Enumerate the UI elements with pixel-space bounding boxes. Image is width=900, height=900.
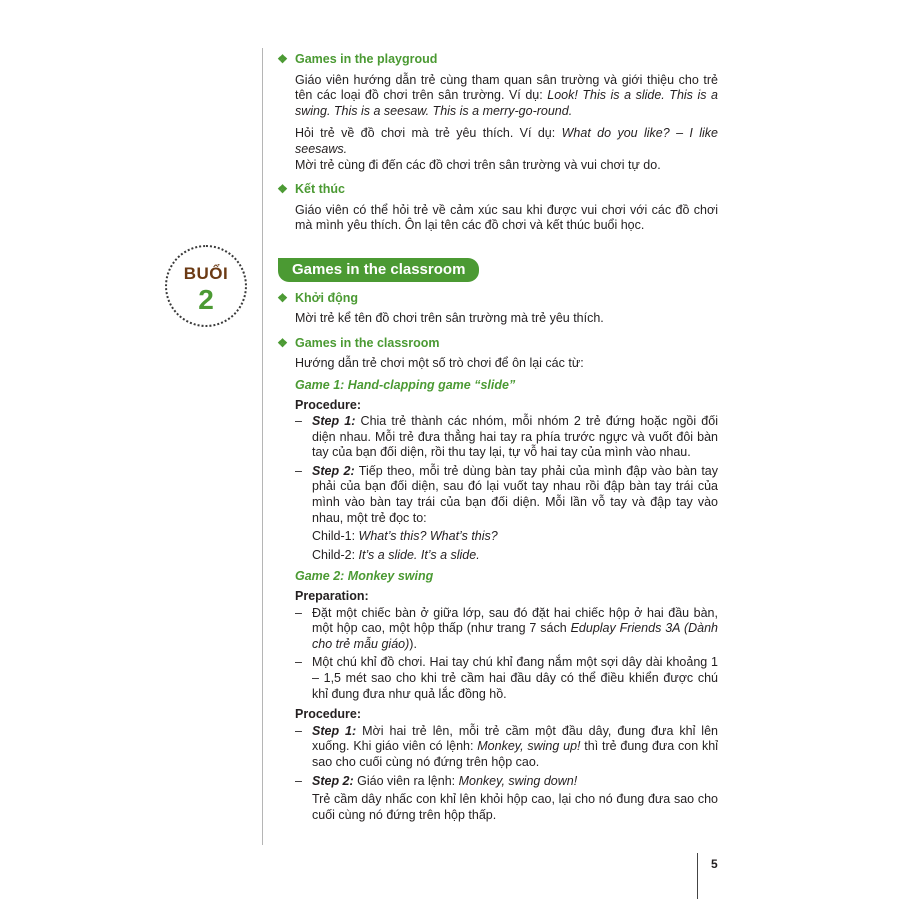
- preparation-label: Preparation:: [295, 589, 369, 604]
- paragraph: Trẻ cầm dây nhấc con khỉ lên khỏi hộp cao, lại cho nó đung đưa sao cho cuối cùng nó đứng trên hộp thấp.: [312, 792, 718, 822]
- dialogue-line: Child-2: It’s a slide. It’s a slide.: [312, 547, 480, 562]
- list-item: – Step 2: Tiếp theo, mỗi trẻ dùng bàn tay phải của mình đập vào bàn tay phải của bạn đối diện, sau đó lại vuốt tay nhau rồi đập bàn tay trái của mình vào bàn tay trái của bạn đối diện. Mỗi lần vỗ tay và đập tay vào nhau, một trẻ đọc to:: [295, 463, 718, 525]
- margin-rule: [262, 48, 263, 845]
- session-number: 2: [198, 284, 214, 315]
- page-number: 5: [711, 857, 718, 871]
- list-item: – Đặt một chiếc bàn ở giữa lớp, sau đó đặt hai chiếc hộp ở hai đầu bàn, một hộp cao, một hộp thấp (như trang 7 sách Eduplay Friends 3A (Dành cho trẻ mẫu giáo)).: [295, 605, 718, 651]
- session-badge: [165, 245, 247, 327]
- paragraph: Mời trẻ kể tên đồ chơi trên sân trường mà trẻ yêu thích.: [295, 311, 604, 326]
- session-word: BUỔI: [183, 264, 229, 283]
- list-item: – Một chú khỉ đồ chơi. Hai tay chú khỉ đang nắm một sợi dây dài khoảng 1 – 1,5 mét sao cho khi trẻ cầm hai đầu dây có thể điều khiển được chú khỉ đung đưa như quả lắc đồng hồ.: [295, 655, 718, 701]
- list-item: – Step 1: Mời hai trẻ lên, mỗi trẻ cầm một đầu dây, đung đưa khỉ lên xuống. Khi giáo viên có lệnh: Monkey, swing up! thì trẻ đung đưa con khỉ sao cho cuối cùng nó đứng trên hộp cao.: [295, 723, 718, 769]
- diamond-bullet-icon: ❖: [277, 290, 288, 305]
- game-title: Game 1: Hand-clapping game “slide”: [295, 377, 516, 392]
- game-title: Game 2: Monkey swing: [295, 569, 434, 584]
- procedure-label: Procedure:: [295, 707, 361, 722]
- procedure-label: Procedure:: [295, 397, 361, 412]
- paragraph: Hướng dẫn trẻ chơi một số trò chơi để ôn lại các từ:: [295, 356, 584, 371]
- diamond-bullet-icon: ❖: [277, 335, 288, 350]
- diamond-bullet-icon: ❖: [277, 52, 288, 66]
- list-item: – Step 2: Giáo viên ra lệnh: Monkey, swing down!: [295, 773, 578, 788]
- page-content: [276, 52, 718, 823]
- list-item: – Step 1: Chia trẻ thành các nhóm, mỗi nhóm 2 trẻ đứng hoặc ngồi đối diện nhau. Mỗi trẻ đưa thẳng hai tay ra phía trước ngực và vuốt đôi bàn tay của bạn đối diện, rồi thu tay lại, tự vỗ hai tay của mình vào nhau.: [295, 414, 718, 460]
- paragraph: Mời trẻ cùng đi đến các đồ chơi trên sân trường và vui chơi tự do.: [295, 157, 661, 172]
- diamond-bullet-icon: ❖: [277, 182, 288, 197]
- page-number-rule: [697, 853, 698, 899]
- section-heading: ❖ Games in the playgroud: [277, 52, 438, 66]
- paragraph: Hỏi trẻ về đồ chơi mà trẻ yêu thích. Ví dụ: What do you like? – I like seesaws.: [295, 126, 718, 156]
- section-heading: ❖ Kết thúc: [277, 182, 345, 197]
- session-banner: Games in the classroom: [278, 258, 479, 282]
- paragraph: Giáo viên hướng dẫn trẻ cùng tham quan sân trường và giới thiệu cho trẻ tên các loại đồ chơi trên sân trường. Ví dụ: Look! This is a slide. This is a swing. This is a seesaw. This is a merry-go-round.: [295, 72, 718, 118]
- section-heading: ❖ Games in the classroom: [277, 335, 440, 350]
- section-heading: ❖ Khởi động: [277, 290, 359, 305]
- paragraph: Giáo viên có thể hỏi trẻ về cảm xúc sau khi được vui chơi với các đồ chơi mà mình yêu thích. Ôn lại tên các đồ chơi và kết thúc buổi học.: [295, 202, 718, 233]
- dialogue-line: Child-1: What’s this? What’s this?: [312, 529, 498, 544]
